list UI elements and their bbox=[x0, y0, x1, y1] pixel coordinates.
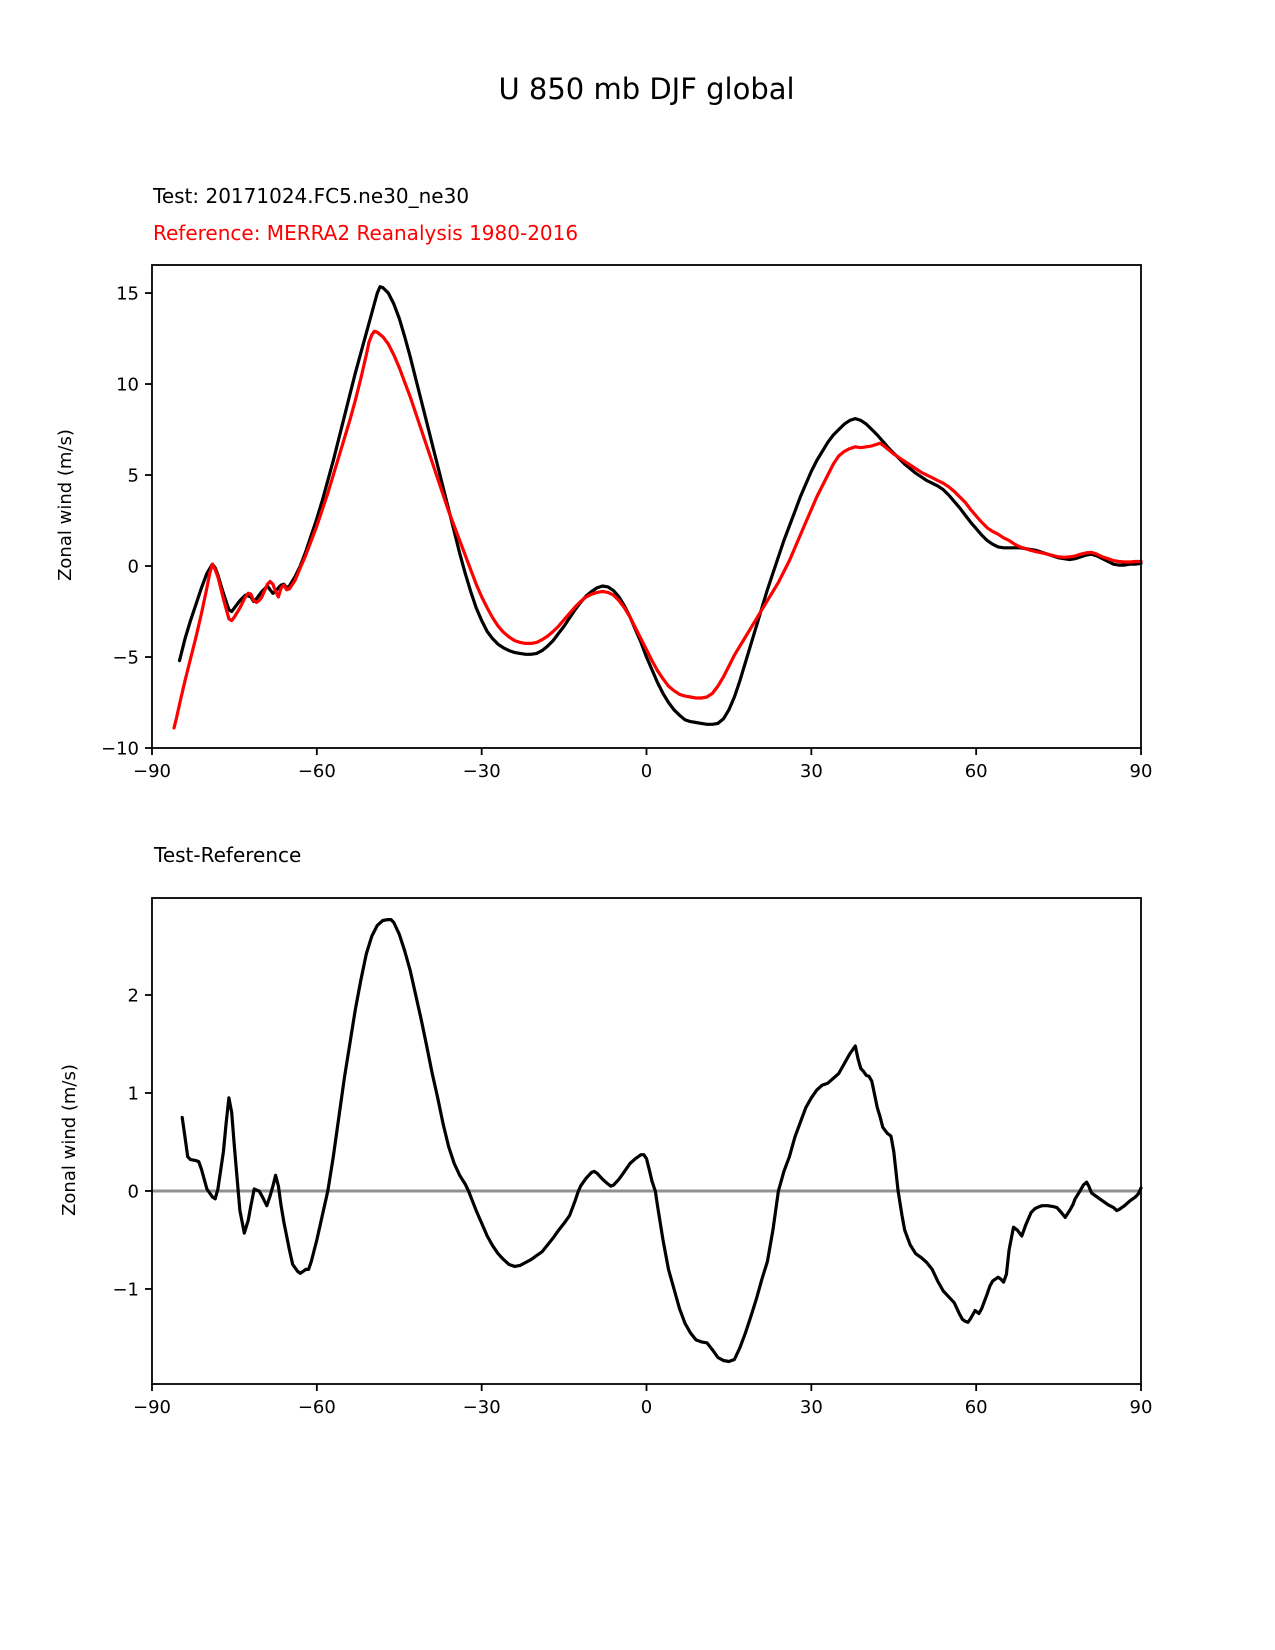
bottom-chart-y-axis-label: Zonal wind (m/s) bbox=[59, 1064, 80, 1216]
y-tick-label: 10 bbox=[116, 374, 139, 396]
x-tick-label: −90 bbox=[133, 1397, 171, 1418]
x-tick-label: 30 bbox=[799, 1397, 823, 1418]
axes-border bbox=[152, 265, 1141, 748]
x-tick-label: −90 bbox=[133, 761, 171, 782]
reference-curve bbox=[174, 331, 1141, 728]
top-chart-y-axis-label: Zonal wind (m/s) bbox=[55, 429, 76, 581]
difference-panel-title: Test-Reference bbox=[154, 843, 302, 867]
x-tick-label: 90 bbox=[1129, 1397, 1153, 1418]
reference-run-label: Reference: MERRA2 Reanalysis 1980-2016 bbox=[153, 221, 579, 245]
x-tick-label: −60 bbox=[297, 761, 336, 782]
x-tick-label: 90 bbox=[1129, 761, 1153, 782]
bottom-chart-plot-area bbox=[112, 898, 1153, 1418]
x-tick-label: 30 bbox=[799, 761, 823, 782]
y-tick-label: 2 bbox=[127, 985, 139, 1007]
axes-border bbox=[152, 898, 1141, 1384]
x-tick-label: −30 bbox=[462, 761, 501, 782]
y-tick-label: −10 bbox=[101, 738, 139, 760]
x-tick-label: −60 bbox=[297, 1397, 336, 1418]
x-tick-label: 0 bbox=[640, 761, 653, 782]
y-tick-label: 1 bbox=[127, 1083, 139, 1105]
difference-curve bbox=[182, 920, 1141, 1362]
x-tick-label: 60 bbox=[964, 761, 988, 782]
y-tick-label: 0 bbox=[127, 556, 139, 578]
x-tick-label: 0 bbox=[640, 1397, 653, 1418]
x-tick-label: 60 bbox=[964, 1397, 988, 1418]
x-tick-label: −30 bbox=[462, 1397, 501, 1418]
figure-title: U 850 mb DJF global bbox=[498, 72, 795, 106]
y-tick-label: 0 bbox=[127, 1181, 139, 1203]
y-tick-label: 5 bbox=[127, 465, 139, 487]
test-run-label: Test: 20171024.FC5.ne30_ne30 bbox=[153, 184, 470, 208]
y-tick-label: 15 bbox=[116, 283, 139, 305]
top-chart-plot-area bbox=[101, 265, 1153, 782]
y-tick-label: −1 bbox=[112, 1279, 139, 1301]
y-tick-label: −5 bbox=[112, 647, 139, 669]
